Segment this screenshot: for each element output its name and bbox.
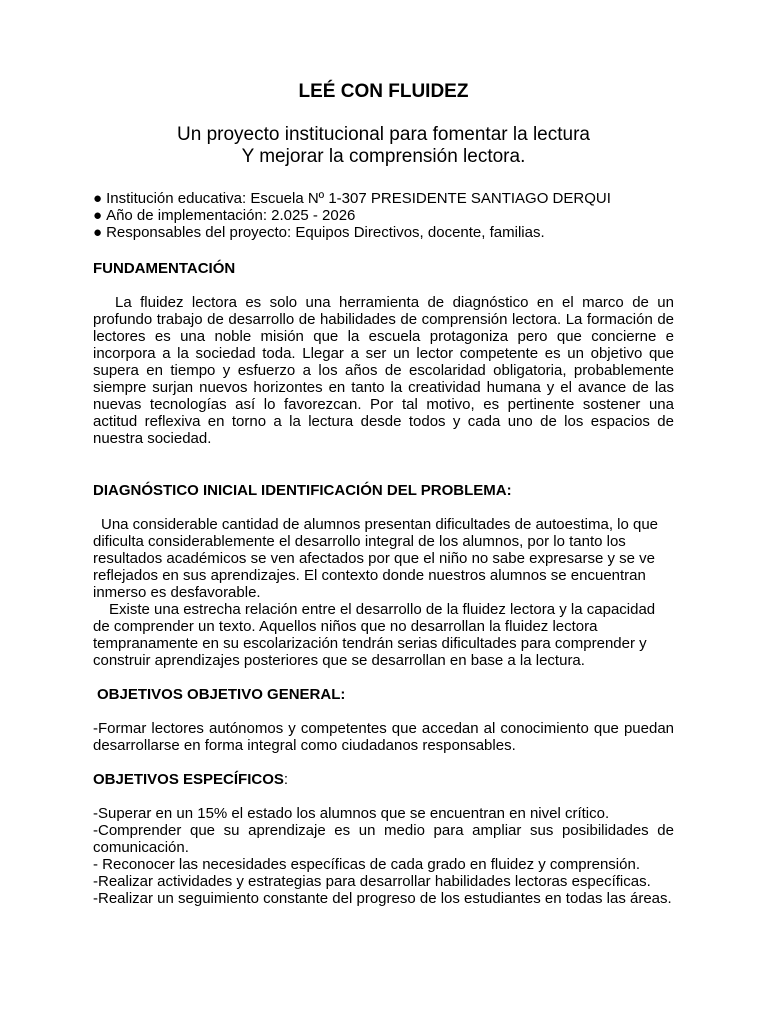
paragraph-diagnostico-1: Una considerable cantidad de alumnos presentan dificultades de autoestima, lo que dificulta considerablemente el desarrollo integral de los alumnos, por lo tanto los resultados académicos se ven afectados por que el niño no sabe expresarse y se ve reflejados en sus aprendizajes. El contexto donde nuestros alumnos se encuentran inmerso es desfavorable. [93, 516, 659, 601]
heading-diagnostico: DIAGNÓSTICO INICIAL IDENTIFICACIÓN DEL PROBLEMA: [93, 482, 512, 499]
bullet-icon: ● [93, 224, 103, 241]
paragraph-fundamentacion: La fluidez lectora es solo una herramienta de diagnóstico en el marco de un profundo trabajo de desarrollo de habilidades de comprensión lectora. La formación de lectores es una noble misión que la escuela protagoniza pero que concierne e incorpora a la sociedad toda. Llegar a ser un lector competente es un objetivo que supera en tiempo y esfuerzo a los años de escolaridad obligatoria, probablemente siempre surjan nuevos horizontes en tanto la creatividad humana y el avance de las nuevas tecnologías así lo favorezcan. Por tal motivo, es pertinente sostener una actitud reflexiva en torno a la lectura desde todos y cada uno de los espacios de nuestra sociedad. [93, 294, 674, 447]
info-text: Institución educativa: Escuela Nº 1-307 PRESIDENTE SANTIAGO DERQUI [106, 190, 611, 207]
bullet-icon: ● [93, 207, 103, 224]
list-item: - Reconocer las necesidades específicas de cada grado en fluidez y comprensión. [93, 856, 640, 873]
heading-objetivos-especificos [93, 771, 674, 788]
list-item: -Realizar un seguimiento constante del progreso de los estudiantes en todas las áreas. [93, 890, 672, 907]
subtitle-line-1: Un proyecto institucional para fomentar la lectura [177, 124, 590, 145]
document-subtitle [93, 124, 674, 168]
project-info-list [93, 190, 674, 241]
info-item-responsables [93, 224, 674, 241]
list-item: -Superar en un 15% el estado los alumnos que se encuentran en nivel crítico. [93, 805, 610, 822]
objetivos-especificos-list [93, 805, 674, 907]
heading-text: OBJETIVOS ESPECÍFICOS [93, 771, 284, 788]
heading-fundamentacion: FUNDAMENTACIÓN [93, 260, 236, 277]
paragraph-diagnostico-2: Existe una estrecha relación entre el desarrollo de la fluidez lectora y la capacidad de comprender un texto. Aquellos niños que no desarrollan la fluidez lectora tempranamente en su escolarización tendrán serias dificultades para comprender y construir aprendizajes posteriores que se desarrollan en base a la lectura. [93, 601, 656, 669]
info-text: Año de implementación: 2.025 - 2026 [106, 207, 356, 224]
heading-colon: : [283, 771, 289, 788]
heading-objetivo-general: OBJETIVOS OBJETIVO GENERAL: [97, 686, 346, 703]
document-title: LEÉ CON FLUIDEZ [298, 81, 469, 102]
list-item: -Realizar actividades y estrategias para desarrollar habilidades lectoras específicas. [93, 873, 651, 890]
info-item-implementacion [93, 207, 674, 224]
info-text: Responsables del proyecto: Equipos Directivos, docente, familias. [106, 224, 545, 241]
paragraph-objetivo-general: -Formar lectores autónomos y competentes que accedan al conocimiento que puedan desarrollarse en forma integral como ciudadanos responsables. [93, 720, 674, 754]
info-item-institucion [93, 190, 674, 207]
bullet-icon: ● [93, 190, 103, 207]
subtitle-line-2: Y mejorar la comprensión lectora. [241, 146, 526, 167]
list-item: -Comprender que su aprendizaje es un medio para ampliar sus posibilidades de comunicación. [93, 822, 674, 856]
